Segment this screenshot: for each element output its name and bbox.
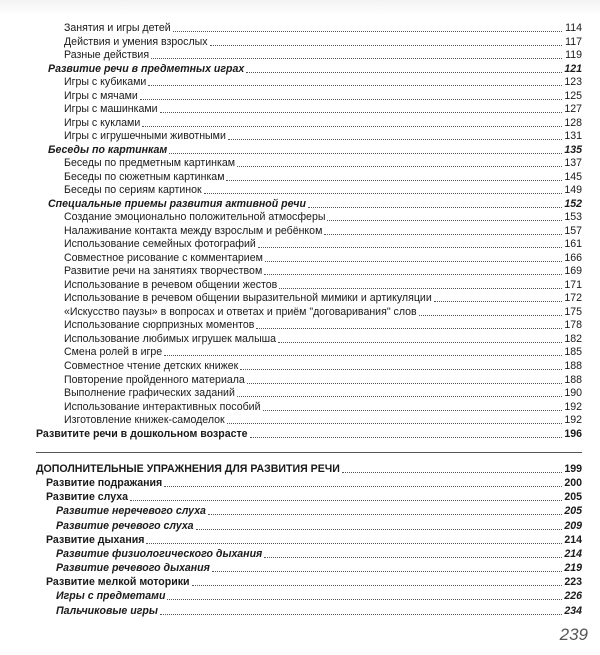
toc-entry-title: Развитие подражания <box>46 477 163 489</box>
toc-entry-page: 135 <box>564 144 582 156</box>
toc-entry <box>64 171 582 184</box>
toc-entry <box>64 333 582 346</box>
toc-leader-dots <box>160 112 562 113</box>
toc-entry-title: Использование сюрпризных моментов <box>64 319 255 331</box>
toc-entry <box>56 562 582 575</box>
toc-leader-dots <box>196 529 562 530</box>
toc-leader-dots <box>327 220 562 221</box>
toc-entry <box>56 605 582 618</box>
toc-entry-page: 209 <box>564 520 582 532</box>
toc-entry-page: 214 <box>564 548 582 560</box>
toc-leader-dots <box>164 355 562 356</box>
toc-entry-title: Развитие дыхания <box>46 534 145 546</box>
toc-entry <box>46 576 582 589</box>
toc-entry-title: Смена ролей в игре <box>64 346 163 358</box>
toc-leader-dots <box>208 514 562 515</box>
toc-leader-dots <box>167 599 562 600</box>
toc-entry <box>64 252 582 265</box>
toc-entry-title: Использование семейных фотографий <box>64 238 256 250</box>
toc-entry-title: Использование интерактивных пособий <box>64 401 261 413</box>
toc-leader-dots <box>237 396 562 397</box>
toc-entry-title: Игры с машинками <box>64 103 158 115</box>
toc-entry-title: Развитие речи на занятиях творчеством <box>64 265 263 277</box>
toc-entry-title: Совместное рисование с комментарием <box>64 252 263 264</box>
toc-entry-title: Беседы по сериям картинок <box>64 184 202 196</box>
toc-entry <box>64 90 582 103</box>
toc-entry-page: 192 <box>564 401 582 413</box>
toc-leader-dots <box>258 247 562 248</box>
toc-entry-page: 205 <box>564 505 582 517</box>
toc-leader-dots <box>169 153 562 154</box>
toc-entry <box>64 279 582 292</box>
toc-entry <box>56 590 582 603</box>
toc-entry-page: 172 <box>564 292 582 304</box>
toc-entry-page: 166 <box>564 252 582 264</box>
toc-entry <box>64 76 582 89</box>
page-number: 239 <box>559 625 588 644</box>
toc-entry-page: 226 <box>564 590 582 602</box>
toc-leader-dots <box>278 342 562 343</box>
toc-entry-title: Развитие физиологического дыхания <box>56 548 263 560</box>
toc-entry <box>64 103 582 116</box>
toc-entry-title: Развитие слуха <box>46 491 129 503</box>
toc-leader-dots <box>192 585 562 586</box>
toc-entry-title: ДОПОЛНИТЕЛЬНЫЕ УПРАЖНЕНИЯ ДЛЯ РАЗВИТИЯ РЕЧИ <box>36 463 340 475</box>
toc-entry <box>64 49 582 62</box>
toc-entry-title: Повторение пройденного материала <box>64 374 245 386</box>
toc-entry <box>64 414 582 427</box>
toc-entry <box>64 346 582 359</box>
toc-entry-title: Создание эмоционально положительной атмосферы <box>64 211 326 223</box>
toc-leader-dots <box>164 486 562 487</box>
toc-leader-dots <box>173 31 562 32</box>
toc-leader-dots <box>247 383 562 384</box>
toc-entry-title: Игры с куклами <box>64 117 141 129</box>
toc-entry-title: Развитие мелкой моторики <box>46 576 190 588</box>
toc-entry <box>56 548 582 561</box>
toc-entry-title: Развитие речевого слуха <box>56 520 194 532</box>
toc-entry-page: 171 <box>564 279 582 291</box>
toc-entry-title: Развитите речи в дошкольном возрасте <box>36 428 248 440</box>
toc-entry-title: Беседы по картинкам <box>48 144 168 156</box>
toc-entry <box>64 157 582 170</box>
toc-entry-title: Игры с кубиками <box>64 76 147 88</box>
toc-entry-page: 205 <box>564 491 582 503</box>
toc-leader-dots <box>160 614 562 615</box>
toc-entry-title: Развитие речевого дыхания <box>56 562 210 574</box>
toc-leader-dots <box>264 274 562 275</box>
toc-entry-page: 200 <box>564 477 582 489</box>
toc-entry-page: 178 <box>564 319 582 331</box>
toc-entry <box>36 463 582 476</box>
toc-entry-page: 199 <box>564 463 582 475</box>
toc-leader-dots <box>265 261 562 262</box>
toc-leader-dots <box>250 437 562 438</box>
toc-leader-dots <box>308 207 562 208</box>
toc-leader-dots <box>324 234 562 235</box>
toc-entry-title: Беседы по предметным картинкам <box>64 157 236 169</box>
toc-leader-dots <box>264 557 562 558</box>
toc-leader-dots <box>212 571 562 572</box>
toc-entry-page: 128 <box>564 117 582 129</box>
toc-leader-dots <box>342 472 562 473</box>
toc-entry-page: 185 <box>564 346 582 358</box>
toc-entry <box>64 306 582 319</box>
toc-entry <box>64 117 582 130</box>
toc-entry-page: 161 <box>564 238 582 250</box>
toc-entry-page: 182 <box>564 333 582 345</box>
toc-entry-page: 125 <box>564 90 582 102</box>
toc-entry-page: 114 <box>565 22 582 34</box>
toc-entry-page: 117 <box>565 36 582 48</box>
toc-entry <box>64 265 582 278</box>
toc-leader-dots <box>151 58 562 59</box>
toc-entry-page: 175 <box>564 306 582 318</box>
toc-entry <box>56 520 582 533</box>
toc-entry <box>64 22 582 35</box>
toc-leader-dots <box>204 193 562 194</box>
toc-entry-page: 190 <box>564 387 582 399</box>
toc-entry-page: 188 <box>564 360 582 372</box>
toc-entry <box>46 534 582 547</box>
section-divider <box>36 452 582 453</box>
toc-entry-title: Занятия и игры детей <box>64 22 171 34</box>
toc-leader-dots <box>227 423 562 424</box>
toc-leader-dots <box>148 85 562 86</box>
toc-entry <box>64 401 582 414</box>
toc-entry-page: 223 <box>564 576 582 588</box>
toc-entry <box>36 428 582 441</box>
toc-entry-title: Изготовление книжек-самоделок <box>64 414 225 426</box>
toc-entry <box>64 211 582 224</box>
toc-entry-title: Использование любимых игрушек малыша <box>64 333 277 345</box>
toc-leader-dots <box>226 180 562 181</box>
toc-entry-title: Игры с мячами <box>64 90 138 102</box>
toc-entry-title: Разные действия <box>64 49 150 61</box>
toc-entry-page: 192 <box>564 414 582 426</box>
toc-entry <box>64 36 582 49</box>
toc-entry-page: 157 <box>564 225 582 237</box>
toc-leader-dots <box>130 500 562 501</box>
toc-entry <box>46 477 582 490</box>
toc-entry-title: Игры с игрушечными животными <box>64 130 226 142</box>
toc-entry <box>64 184 582 197</box>
toc-entry <box>64 292 582 305</box>
toc-leader-dots <box>256 328 562 329</box>
toc-entry <box>48 63 582 76</box>
toc-leader-dots <box>237 166 562 167</box>
toc-entry-page: 169 <box>564 265 582 277</box>
toc-entry-title: Развитие речи в предметных играх <box>48 63 245 75</box>
toc-entry <box>64 238 582 251</box>
toc-entry-page: 123 <box>564 76 582 88</box>
toc-entry-title: Использование в речевом общении жестов <box>64 279 278 291</box>
toc-entry <box>64 374 582 387</box>
toc-entry-title: Действия и умения взрослых <box>64 36 208 48</box>
toc-entry-page: 131 <box>564 130 582 142</box>
toc-entry-page: 153 <box>564 211 582 223</box>
toc-leader-dots <box>279 288 562 289</box>
toc-entry-title: Использование в речевом общении выразительной мимики и артикуляции <box>64 292 432 304</box>
toc-leader-dots <box>419 315 562 316</box>
toc-entry-page: 137 <box>564 157 582 169</box>
toc-leader-dots <box>434 301 562 302</box>
toc-entry <box>48 198 582 211</box>
toc-entry-title: Налаживание контакта между взрослым и ребёнком <box>64 225 323 237</box>
toc-entry-page: 127 <box>564 103 582 115</box>
toc-entry-page: 152 <box>564 198 582 210</box>
toc-entry-page: 149 <box>564 184 582 196</box>
toc-entry <box>48 144 582 157</box>
toc-entry-title: Выполнение графических заданий <box>64 387 235 399</box>
toc-entry-page: 196 <box>564 428 582 440</box>
toc-entry-page: 119 <box>565 49 582 61</box>
toc-entry-title: Пальчиковые игры <box>56 605 158 617</box>
toc-entry-page: 234 <box>564 605 582 617</box>
toc-entry <box>64 225 582 238</box>
toc-entry-page: 121 <box>564 63 582 75</box>
toc-entry <box>46 491 582 504</box>
toc-leader-dots <box>140 99 562 100</box>
toc-entry-page: 214 <box>564 534 582 546</box>
toc-leader-dots <box>240 369 562 370</box>
toc-entry-title: Совместное чтение детских книжек <box>64 360 239 372</box>
toc-entry-title: Игры с предметами <box>56 590 166 602</box>
toc-entry <box>64 130 582 143</box>
toc-leader-dots <box>210 45 562 46</box>
toc-entry-title: Специальные приемы развития активной речи <box>48 198 306 210</box>
toc-entry <box>64 319 582 332</box>
previous-page-bleed <box>0 0 600 16</box>
toc-entry-page: 219 <box>564 562 582 574</box>
toc-entry-title: Развитие неречевого слуха <box>56 505 206 517</box>
toc-leader-dots <box>142 126 562 127</box>
toc-entry <box>64 387 582 400</box>
toc-entry-title: «Искусство паузы» в вопросах и ответах и приём "договаривания" слов <box>64 306 417 318</box>
toc-leader-dots <box>246 72 562 73</box>
toc-leader-dots <box>146 543 562 544</box>
toc-entry-page: 145 <box>564 171 582 183</box>
toc-entry-title: Беседы по сюжетным картинкам <box>64 171 225 183</box>
toc-entry <box>56 505 582 518</box>
toc-leader-dots <box>228 139 562 140</box>
toc-entry <box>64 360 582 373</box>
toc-leader-dots <box>263 410 562 411</box>
toc-entry-page: 188 <box>564 374 582 386</box>
